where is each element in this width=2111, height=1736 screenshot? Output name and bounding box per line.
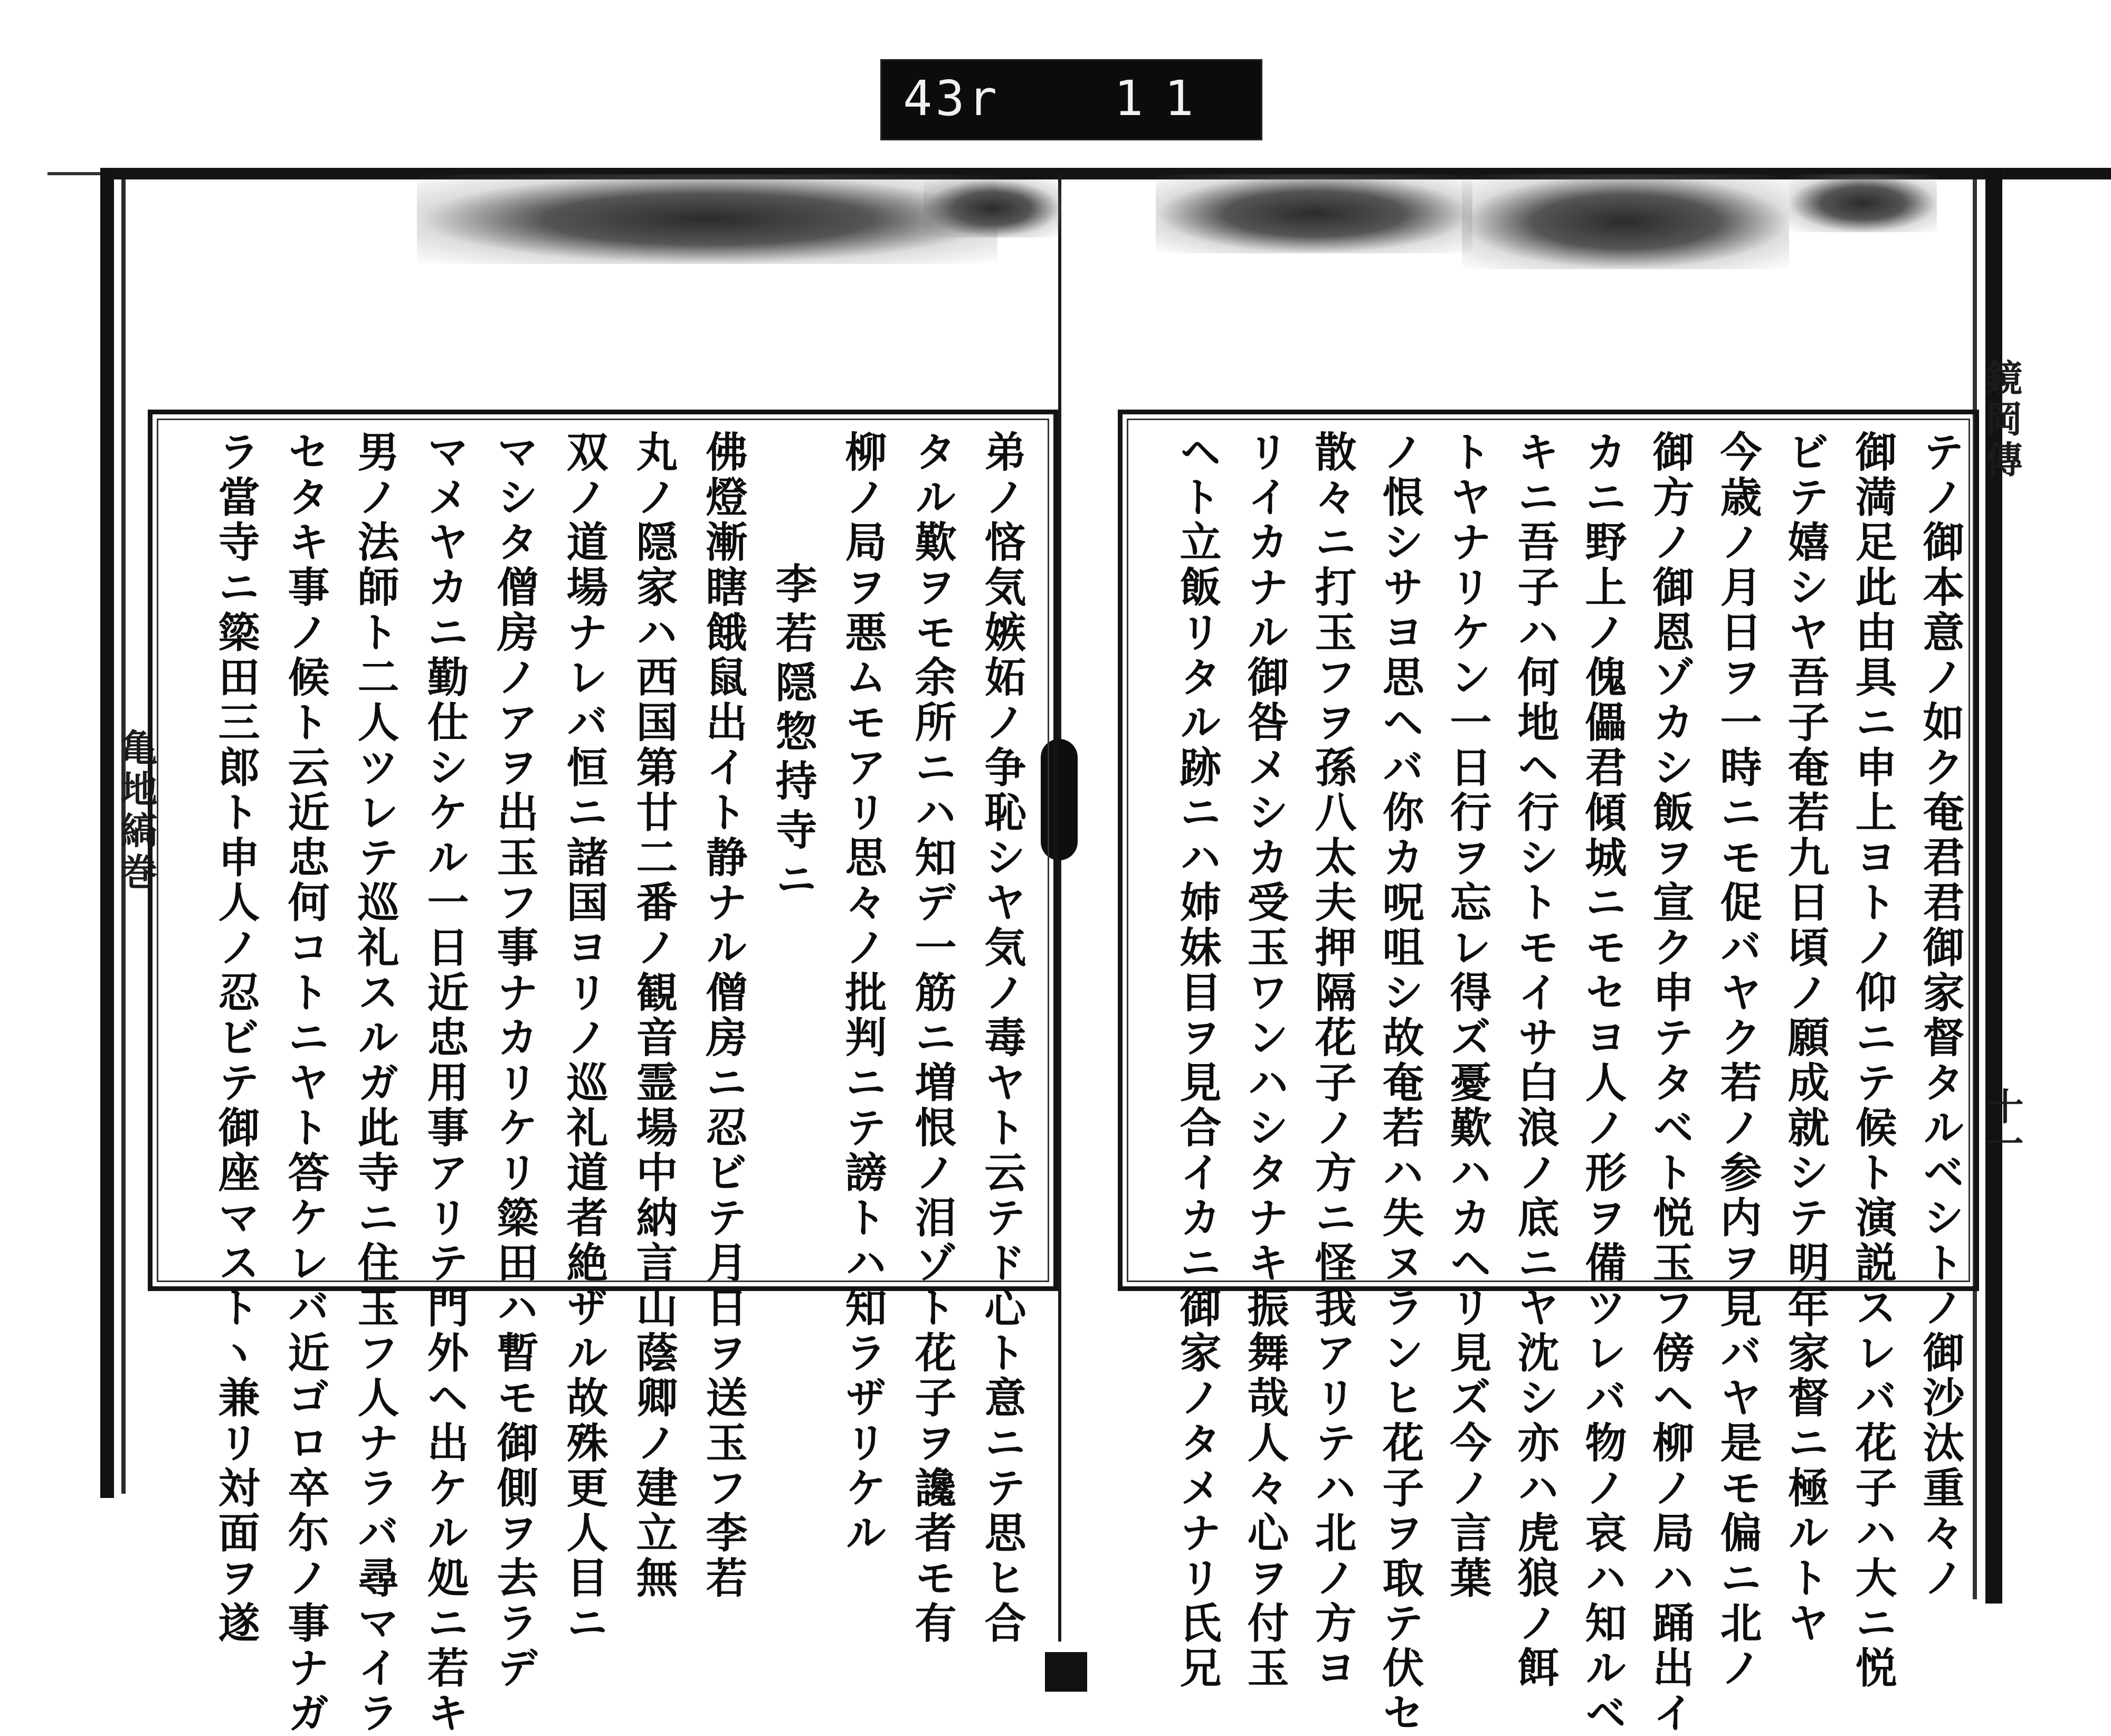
right-page-margin-title: 鏡岡傳 [1980, 359, 2023, 481]
stain-right-3 [1789, 174, 1937, 232]
right-page-number: 十一 [1981, 1087, 2024, 1161]
text-column: ビテ嬉シヤ吾子奄若九日頃ノ願成就シテ明年家督ニ極ルトヤ [1781, 430, 1830, 1646]
catalog-label [880, 59, 1262, 140]
text-column: 御方ノ御恩ゾカシ飯ヲ宣ク申テタベト悦玉フ傍ヘ柳ノ局ハ踊出イ [1646, 430, 1695, 1736]
text-column: タル歎ヲモ余所ニハ知デ一筋ニ増恨ノ泪ゾト花子ヲ讒者モ有 [908, 430, 957, 1646]
stain-right [1156, 174, 1472, 253]
text-column: 佛燈漸瞎餓鼠出イト静ナル僧房ニ忍ビテ月日ヲ送玉フ李若 [699, 430, 748, 1601]
text-column: テノ御本意ノ如ク奄君君御家督タルベシトノ御沙汰重々ノ [1916, 430, 1965, 1601]
spine-foot-mark [1045, 1652, 1087, 1692]
text-column: 今歳ノ月日ヲ一時ニモ促バヤク若ノ参内ヲ見バヤ是モ偏ニ北ノ [1713, 430, 1762, 1691]
left-page [148, 410, 1058, 1736]
text-column: 男ノ法師ト二人ツレテ巡礼スルガ此寺ニ住玉フ人ナラバ尋マイラ [350, 430, 400, 1736]
text-column: 御満足此由具ニ申上ヨトノ仰ニテ候ト演説スレバ花子ハ大ニ悦 [1848, 430, 1897, 1691]
text-column: 丸ノ隠家ハ西国第廿二番ノ観音霊場中納言山蔭卿ノ建立無 [629, 430, 678, 1601]
text-column: リイカナル御咎メシカ受玉ワンハシタナキ振舞哉人々心ヲ付玉 [1240, 430, 1289, 1691]
text-column: マシタ僧房ノアヲ出玉フ事ナカリケリ簗田ハ暫モ御側ヲ去ラデ [490, 430, 539, 1691]
stain-left [417, 174, 997, 264]
text-column: セタキ事ノ候ト云近忠何コトニヤト答ケレバ近ゴロ卒尓ノ事ナガ [281, 430, 330, 1736]
text-column: マメヤカニ勤仕シケル一日近忠用事アリテ門外ヘ出ケル処ニ若キ [420, 430, 469, 1736]
text-column: キニ吾子ハ何地ヘ行シトモイサ白浪ノ底ニヤ沈シ亦ハ虎狼ノ餌 [1510, 430, 1560, 1691]
book-spread [100, 158, 2024, 1736]
text-column: 散々ニ打玉フヲ孫八太夫押隔花子ノ方ニ怪我アリテハ北ノ方ヨ [1308, 430, 1357, 1691]
text-column: カニ野上ノ傀儡君傾城ニモセヨ人ノ形ヲ備ツレバ物ノ哀ハ知ルベ [1578, 430, 1627, 1736]
stain-right-2 [1462, 174, 1789, 269]
right-page [1118, 410, 1979, 1736]
chapter-heading: 李若隠惣持寺ニ [768, 562, 817, 907]
stain-left-small [924, 179, 1061, 238]
text-column: トヤナリケン一日行ヲ忘レ得ズ憂歎ハカヘリ見ズ今ノ言葉 [1443, 430, 1492, 1601]
text-column: 柳ノ局ヲ悪ムモアリ思々ノ批判ニテ謗トハ知ラザリケル [838, 430, 887, 1556]
catalog-number-right: 11 [1114, 70, 1215, 127]
text-column: ヘト立飯リタル跡ニハ姉妹目ヲ見合イカニ御家ノタメナリ氏兄 [1173, 430, 1222, 1691]
text-column: 弟ノ悋気嫉妬ノ争恥シヤ気ノ毒ヤト云テド心ト意ニテ思ヒ合 [977, 430, 1026, 1646]
text-column: ラ當寺ニ簗田三郎ト申人ノ忍ビテ御座マストヽ兼リ対面ヲ遂 [211, 430, 260, 1646]
left-page-margin-title: 亀地縞巻 [115, 728, 158, 894]
book-spine [1058, 174, 1061, 1642]
top-border-extension-right [2005, 170, 2111, 175]
text-column: ノ恨シサヨ思ヘバ你カ呪咀シ故奄若ハ失ヌランヒ花子ヲ取テ伏セ [1375, 430, 1424, 1736]
top-border-extension-left [47, 172, 106, 175]
text-column: 双ノ道場ナレバ恒ニ諸国ヨリノ巡礼道者絶ザル故殊更人目ニ [559, 430, 608, 1646]
catalog-number-left: 43r [903, 70, 1001, 127]
